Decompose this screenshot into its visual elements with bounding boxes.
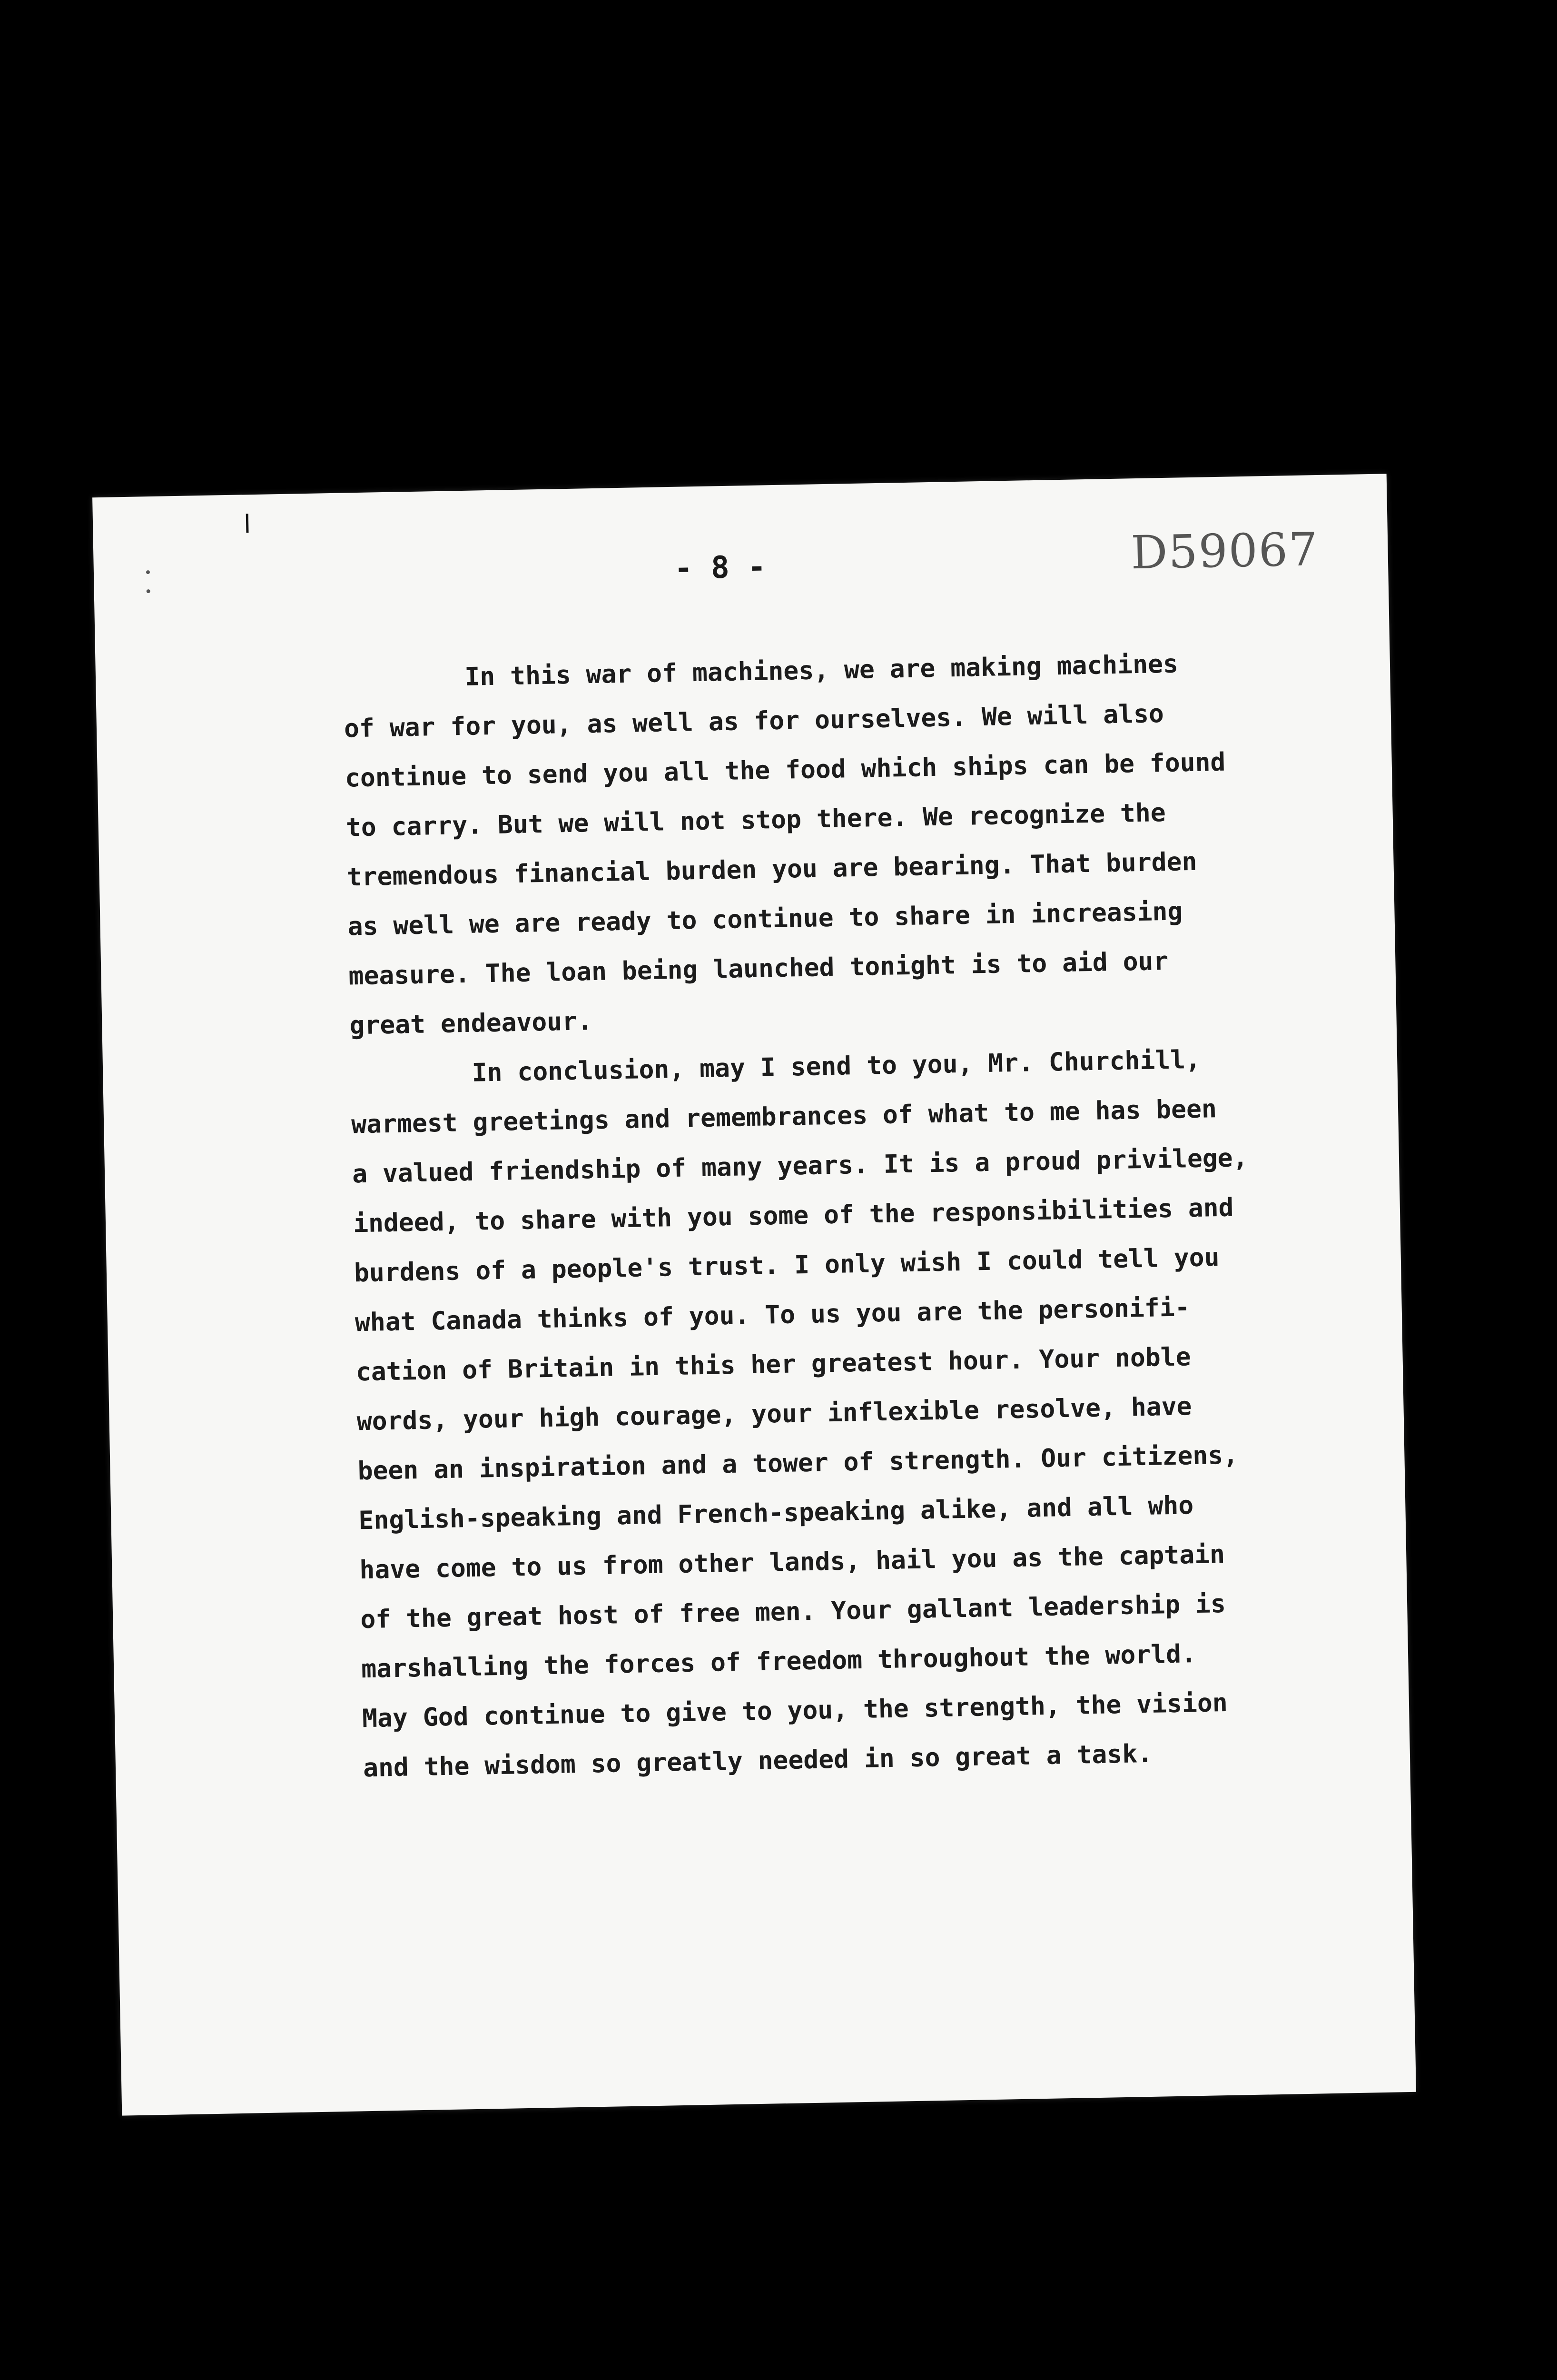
text-line: been an inspiration and a tower of strength. Our citizens,	[357, 1440, 1239, 1486]
text-line: what Canada thinks of you. To us you are the personifi-	[355, 1293, 1191, 1338]
text-line: cation of Britain in this her greatest hour. Your noble	[355, 1342, 1192, 1387]
text-line: continue to send you all the food which ships can be found	[345, 747, 1226, 793]
text-line: great endeavour.	[349, 1007, 593, 1041]
text-line: warmest greetings and remembrances of what to me has been	[351, 1094, 1217, 1140]
text-line: as well we are ready to continue to share in increasing	[347, 897, 1183, 942]
text-line: measure. The loan being launched tonight is to aid our	[348, 946, 1169, 991]
text-line: words, your high courage, your inflexible resolve, have	[356, 1392, 1192, 1437]
text-line: May God continue to give to you, the strength, the vision	[362, 1688, 1228, 1734]
punch-hole-mark	[146, 570, 150, 574]
text-line: tremendous financial burden you are bearing. That burden	[346, 847, 1197, 892]
text-line: marshalling the forces of freedom throughout the world.	[361, 1639, 1197, 1684]
text-line: and the wisdom so greatly needed in so great a task.	[363, 1739, 1153, 1783]
text-line: a valued friendship of many years. It is a proud privilege,	[352, 1143, 1249, 1189]
text-line: In this war of machines, we are making machines	[343, 649, 1179, 694]
punch-hole-mark	[147, 589, 150, 593]
page-number: - 8 -	[674, 549, 767, 586]
text-line: of the great host of free men. Your gallant leadership is	[360, 1589, 1226, 1635]
document-sheet	[92, 474, 1416, 2115]
text-line: In conclusion, may I send to you, Mr. Churchill,	[350, 1045, 1201, 1090]
margin-mark	[246, 514, 249, 533]
text-line: of war for you, as well as for ourselves. We will also	[344, 699, 1164, 744]
archive-stamp: D59067	[1130, 523, 1319, 580]
text-line: indeed, to share with you some of the responsibilities and	[353, 1193, 1234, 1239]
text-line: English-speaking and French-speaking alike, and all who	[358, 1491, 1194, 1536]
text-line: to carry. But we will not stop there. We recognize the	[345, 798, 1166, 843]
text-line: burdens of a people's trust. I only wish I could tell you	[354, 1243, 1220, 1288]
body-text	[343, 636, 1362, 1793]
text-line: have come to us from other lands, hail you as the captain	[359, 1539, 1225, 1585]
